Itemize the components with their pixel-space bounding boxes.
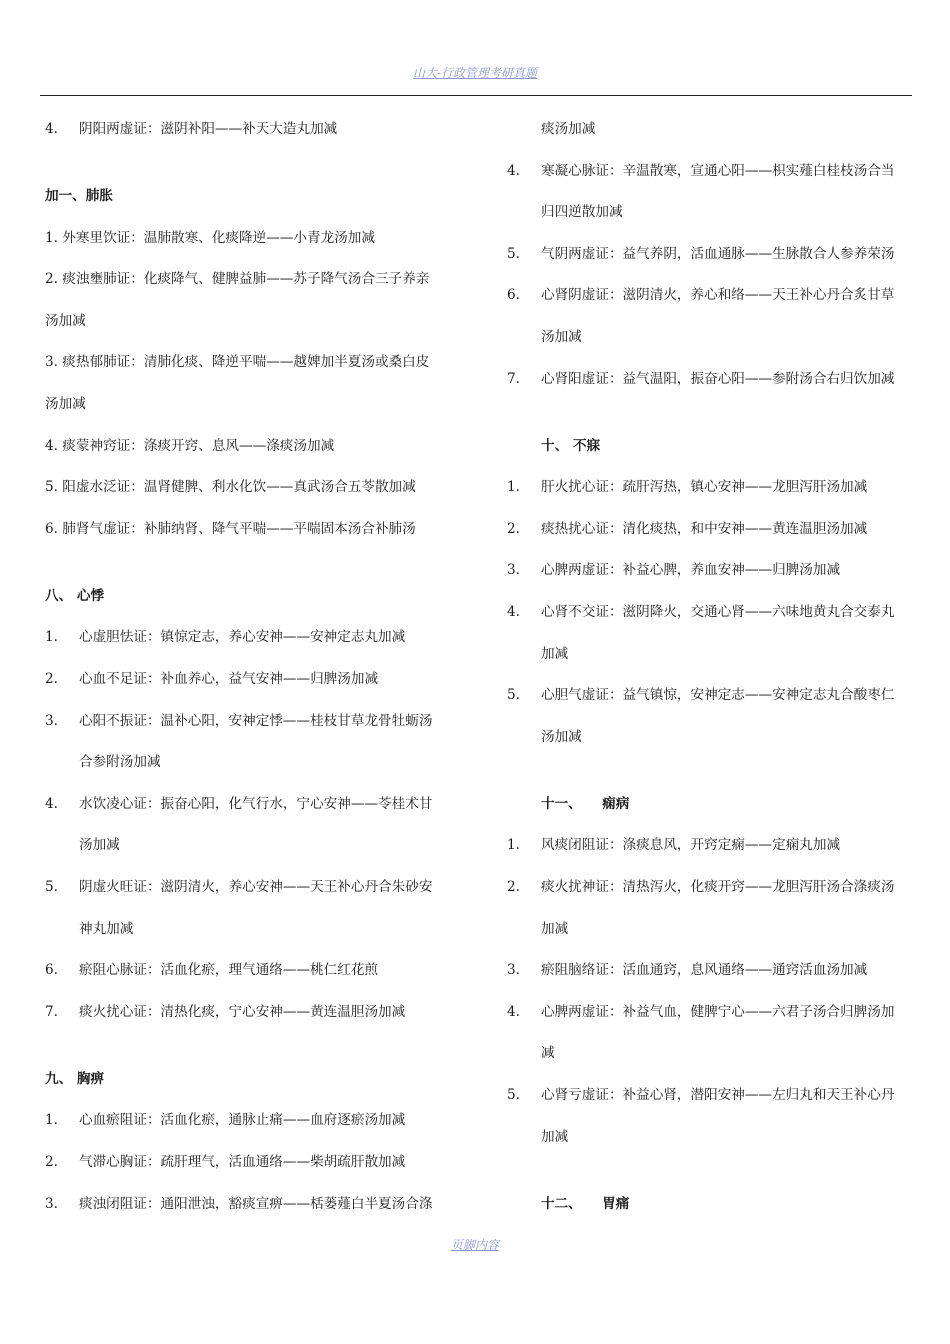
- item-number: 5.: [507, 1087, 520, 1103]
- item-text: 气阴两虚证：益气养阴，活血通脉——生脉散合人参养荣汤: [541, 245, 895, 262]
- item-number: 2.: [507, 879, 520, 895]
- item-text-continuation: 汤加减: [541, 728, 582, 745]
- item-text: 阴阳两虚证：滋阴补阳——补天大造丸加减: [79, 121, 338, 137]
- item-number: 1.: [45, 1112, 58, 1129]
- item-text-continuation: 归四逆散加减: [541, 204, 623, 221]
- section-heading-text: 十、 不寐: [541, 437, 601, 454]
- item-text: 3. 痰热郁肺证：清肺化痰、降逆平喘——越婢加半夏汤或桑白皮: [45, 354, 430, 371]
- item-text-continuation: 合参附汤加减: [79, 754, 161, 771]
- item-text: 心肾亏虚证：补益心肾，潜阳安神——左归丸和天王补心丹: [541, 1087, 895, 1103]
- item-text: 心血不足证：补血养心，益气安神——归脾汤加减: [79, 671, 379, 687]
- item-number: 6.: [45, 962, 58, 979]
- item-number: 3.: [507, 562, 520, 579]
- item-text-continuation: 减: [541, 1045, 555, 1062]
- item-text: 风痰闭阻证：涤痰息风，开窍定痫——定痫丸加减: [541, 837, 841, 854]
- item-number: 4.: [45, 795, 58, 812]
- item-number: 3.: [507, 962, 520, 979]
- header-rule: [40, 95, 912, 96]
- item-text: 心血瘀阻证：活血化瘀，通脉止痛——血府逐瘀汤加减: [79, 1112, 406, 1129]
- item-number: 3.: [45, 1195, 58, 1212]
- item-number: 5.: [507, 245, 520, 262]
- item-text: 瘀阻心脉证：活血化瘀，理气通络——桃仁红花煎: [79, 962, 379, 979]
- item-text-continuation: 汤加减: [541, 329, 582, 345]
- item-number: 1.: [507, 479, 520, 496]
- item-text: 心胆气虚证：益气镇惊，安神定志——安神定志丸合酸枣仁: [541, 687, 895, 704]
- item-text: 1. 外寒里饮证：温肺散寒、化痰降逆——小青龙汤加减: [45, 229, 375, 246]
- item-number: 5.: [507, 687, 520, 704]
- item-text: 5. 阳虚水泛证：温肾健脾、利水化饮——真武汤合五苓散加减: [45, 479, 416, 496]
- section-heading-text: 十一、 痫病: [541, 795, 630, 812]
- item-text: 寒凝心脉证：辛温散寒，宣通心阳——枳实薤白桂枝汤合当: [541, 162, 895, 179]
- page-footer: 页脚内容: [450, 1238, 499, 1252]
- item-text-continuation: 加减: [541, 920, 569, 937]
- item-text: 痰火扰神证：清热泻火，化痰开窍——龙胆泻肝汤合涤痰汤: [541, 879, 895, 895]
- item-text: 水饮凌心证：振奋心阳，化气行水，宁心安神——苓桂术甘: [79, 795, 433, 812]
- item-number: 7.: [45, 1003, 58, 1020]
- item-number: 4.: [507, 604, 520, 620]
- item-number: 4.: [507, 1003, 520, 1020]
- item-text: 6. 肺肾气虚证：补肺纳肾、降气平喘——平喘固本汤合补肺汤: [45, 520, 416, 537]
- item-text: 心肾不交证：滋阴降火，交通心肾——六味地黄丸合交泰丸: [541, 604, 895, 620]
- item-number: 6.: [507, 287, 520, 304]
- item-text: 心虚胆怯证：镇惊定志，养心安神——安神定志丸加减: [79, 629, 406, 646]
- item-number: 7.: [507, 370, 520, 387]
- item-text-continuation: 加减: [541, 1128, 569, 1145]
- item-text: 心肾阳虚证：益气温阳，振奋心阳——参附汤合右归饮加减: [541, 370, 895, 387]
- item-number: 4.: [45, 121, 58, 137]
- item-text: 痰火扰心证：清热化痰，宁心安神——黄连温胆汤加减: [79, 1003, 406, 1020]
- item-number: 4.: [507, 162, 520, 179]
- item-number: 5.: [45, 879, 58, 895]
- item-number: 1.: [507, 837, 520, 854]
- item-number: 2.: [45, 671, 58, 687]
- item-number: 2.: [507, 520, 520, 537]
- item-text-continuation: 加减: [541, 645, 569, 662]
- section-heading-text: 九、 胸痹: [45, 1070, 105, 1087]
- item-text: 痰浊闭阻证：通阳泄浊，豁痰宣痹——栝蒌薤白半夏汤合涤: [79, 1195, 433, 1212]
- page-header: 山大-行政管理考研真题: [412, 66, 538, 80]
- item-text: 痰汤加减: [541, 121, 596, 137]
- item-text: 气滞心胸证：疏肝理气，活血通络——柴胡疏肝散加减: [79, 1154, 406, 1170]
- section-heading-text: 加一、肺胀: [45, 188, 113, 204]
- item-text: 心肾阴虚证：滋阴清火，养心和络——天王补心丹合炙甘草: [541, 287, 895, 304]
- section-heading-text: 十二、 胃痛: [541, 1195, 630, 1212]
- section-heading-text: 八、 心悸: [45, 587, 105, 604]
- item-text: 肝火扰心证：疏肝泻热，镇心安神——龙胆泻肝汤加减: [541, 479, 868, 496]
- item-number: 1.: [45, 629, 58, 646]
- item-text: 心脾两虚证：补益气血，健脾宁心——六君子汤合归脾汤加: [541, 1003, 895, 1020]
- item-text-continuation: 汤加减: [79, 837, 120, 854]
- item-text-continuation: 汤加减: [45, 312, 86, 329]
- item-text: 痰热扰心证：清化痰热，和中安神——黄连温胆汤加减: [541, 520, 868, 537]
- item-text: 阴虚火旺证：滋阴清火，养心安神——天王补心丹合朱砂安: [79, 879, 433, 895]
- item-text: 瘀阻脑络证：活血通窍，息风通络——通窍活血汤加减: [541, 962, 868, 979]
- item-text-continuation: 汤加减: [45, 396, 86, 412]
- item-text-continuation: 神丸加减: [79, 920, 134, 937]
- item-text: 心脾两虚证：补益心脾，养血安神——归脾汤加减: [541, 562, 841, 579]
- item-text: 心阳不振证：温补心阳，安神定悸——桂枝甘草龙骨牡蛎汤: [79, 712, 433, 729]
- item-number: 3.: [45, 712, 58, 729]
- item-number: 2.: [45, 1154, 58, 1170]
- item-text: 2. 痰浊壅肺证：化痰降气、健脾益肺——苏子降气汤合三子养亲: [45, 271, 430, 288]
- item-text: 4. 痰蒙神窍证：涤痰开窍、息风——涤痰汤加减: [45, 437, 335, 454]
